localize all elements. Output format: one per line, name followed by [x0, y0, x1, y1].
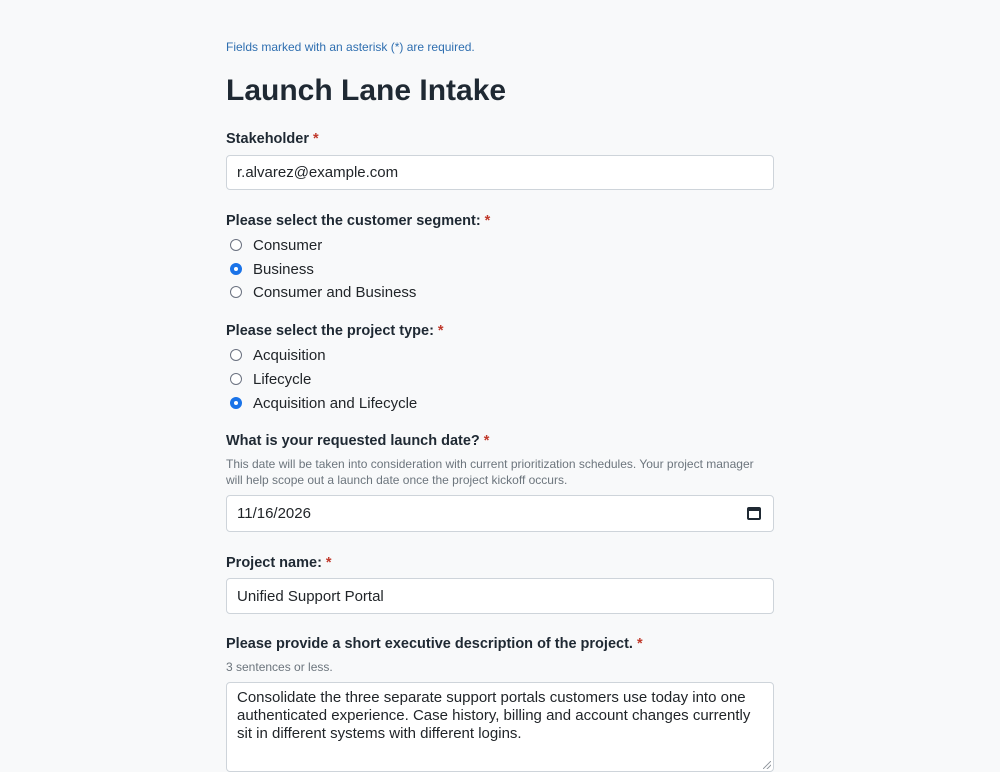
project-name-label-text: Project name:: [226, 555, 322, 571]
required-fields-note: Fields marked with an asterisk (*) are required.: [226, 40, 475, 54]
project-type-option-label: Lifecycle: [253, 370, 312, 388]
segment-option-label: Consumer and Business: [253, 283, 417, 301]
launch-date-help: This date will be taken into consideration with current prioritization schedules. Your project manager will help scope out a launch date once the project kickoff occurs.: [226, 457, 754, 487]
project-name-value: Unified Support Portal: [237, 587, 384, 605]
required-asterisk: *: [325, 555, 332, 571]
segment-option-consumer[interactable]: [230, 235, 322, 255]
description-label: [226, 636, 643, 652]
project-name-input[interactable]: [226, 578, 774, 614]
launch-date-label-text: What is your requested launch date?: [226, 433, 480, 449]
segment-option-label: Consumer: [253, 236, 323, 254]
calendar-icon[interactable]: [747, 507, 761, 520]
project-type-option-label: Acquisition and Lifecycle: [253, 394, 418, 412]
radio-button[interactable]: [230, 286, 242, 298]
required-asterisk: *: [484, 213, 491, 229]
page-title: Launch Lane Intake: [226, 74, 507, 107]
project-type-label: [226, 323, 444, 339]
description-help: 3 sentences or less.: [226, 660, 333, 674]
radio-button[interactable]: [230, 373, 242, 385]
description-label-text: Please provide a short executive description of the project.: [226, 636, 633, 652]
launch-date-input[interactable]: [226, 495, 774, 532]
project-type-option-lifecycle[interactable]: [230, 369, 311, 389]
radio-button[interactable]: [230, 239, 242, 251]
segment-label: [226, 213, 490, 229]
launch-date-value: 11/16/2026: [237, 505, 311, 522]
description-value: Consolidate the three separate support portals customers use today into one authenticated experience. Case history, billing and account changes currently sit in different systems with different logins.: [237, 689, 751, 742]
project-type-option-label: Acquisition: [253, 346, 326, 364]
stakeholder-input[interactable]: [226, 155, 774, 190]
segment-option-label: Business: [253, 260, 314, 278]
segment-label-text: Please select the customer segment:: [226, 213, 481, 229]
radio-button-selected[interactable]: [230, 397, 242, 409]
description-textarea[interactable]: [226, 682, 774, 772]
project-type-option-acquisition-and-lifecycle[interactable]: [230, 393, 417, 413]
resize-handle-icon[interactable]: [763, 761, 771, 769]
radio-button-selected[interactable]: [230, 263, 242, 275]
stakeholder-label: [226, 131, 319, 147]
required-asterisk: *: [437, 323, 444, 339]
project-type-option-acquisition[interactable]: [230, 345, 326, 365]
required-asterisk: *: [636, 636, 643, 652]
stakeholder-input-value: r.alvarez@example.com: [237, 164, 399, 181]
stakeholder-label-text: Stakeholder: [226, 131, 309, 147]
required-asterisk: *: [483, 433, 490, 449]
project-name-label: [226, 555, 332, 571]
project-type-label-text: Please select the project type:: [226, 323, 434, 339]
launch-date-label: [226, 433, 489, 449]
required-asterisk: *: [313, 131, 319, 147]
radio-button[interactable]: [230, 349, 242, 361]
segment-option-business[interactable]: [230, 259, 314, 279]
segment-option-consumer-and-business[interactable]: [230, 282, 416, 302]
